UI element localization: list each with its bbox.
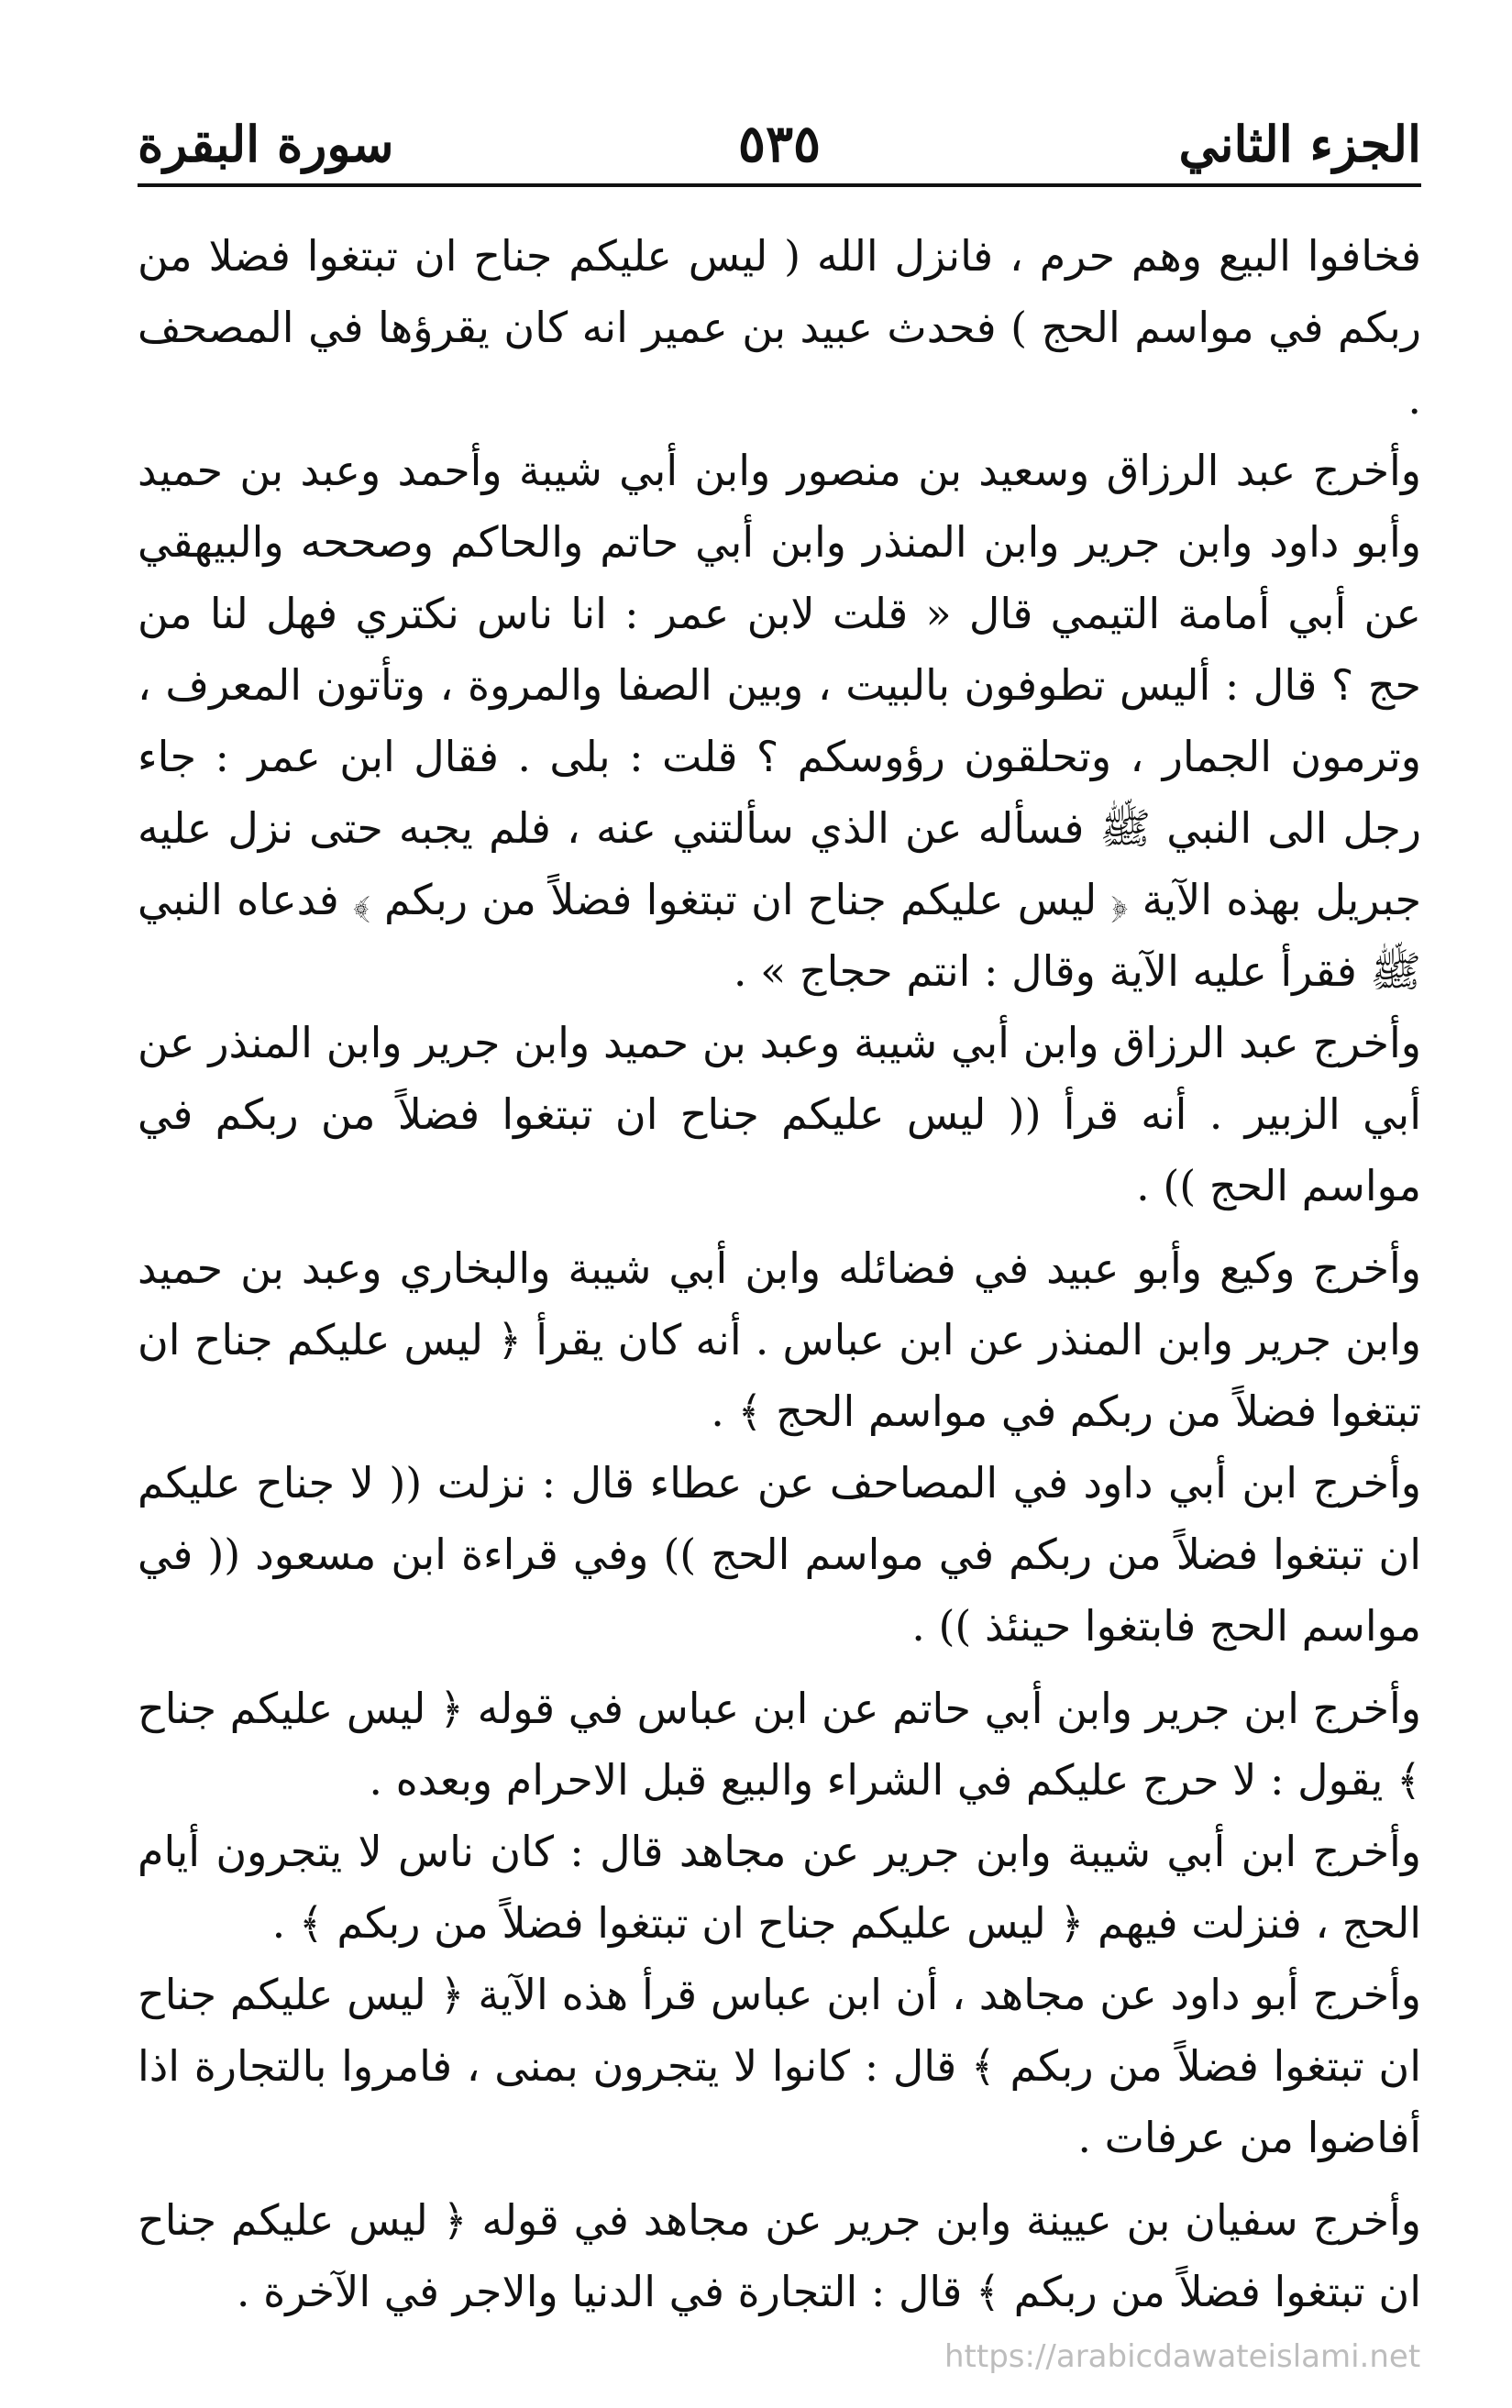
paragraph-8: وأخرج أبو داود عن مجاهد ، أن ابن عباس قرأ هذه الآية ﴿ ليس عليكم جناح ان تبتغوا فضلاً من ربكم ﴾ قال : كانوا لا يتجرون بمنى ، فامروا بالتجارة اذا أفاضوا من عرفات . (138, 1970, 1421, 2162)
surah-title: سورة البقرة (138, 115, 394, 173)
paragraph-7: وأخرج ابن أبي شيبة وابن جرير عن مجاهد قال : كان ناس لا يتجرون أيام الحج ، فنزلت فيهم ﴿ ليس عليكم جناح ان تبتغوا فضلاً من ربكم ﴾ . (138, 1827, 1422, 1948)
header-divider (138, 183, 1421, 187)
part-title: الجزء الثاني (1178, 115, 1421, 173)
page-header (138, 103, 1421, 185)
paragraph-3: وأخرج عبد الرزاق وابن أبي شيبة وعبد بن حميد وابن جرير وابن المنذر عن أبي الزبير . أنه قرأ (( ليس عليكم جناح ان تبتغوا فضلاً من ربكم في مواسم الحج )) . (138, 1018, 1421, 1210)
watermark-url: https://arabicdawateislami.net (944, 2338, 1421, 2375)
paragraph-9: وأخرج سفيان بن عيينة وابن جرير عن مجاهد في قوله ﴿ ليس عليكم جناح ان تبتغوا فضلاً من ربكم ﴾ قال : التجارة في الدنيا والاجر في الآخرة . (138, 2195, 1421, 2316)
page-body (138, 220, 1421, 2327)
page-number: ٥٣٥ (737, 114, 822, 174)
paragraph-5: وأخرج ابن أبي داود في المصاحف عن عطاء قال : نزلت (( لا جناح عليكم ان تبتغوا فضلاً من ربكم في مواسم الحج )) وفي قراءة ابن مسعود (( في مواسم الحج فابتغوا حينئذ )) . (138, 1458, 1421, 1651)
paragraph-1: فخافوا البيع وهم حرم ، فانزل الله ( ليس عليكم جناح ان تبتغوا فضلا من ربكم في مواسم الحج ) فحدث عبيد بن عمير انه كان يقرؤها في المصحف . (138, 231, 1421, 424)
paragraph-2: وأخرج عبد الرزاق وسعيد بن منصور وابن أبي شيبة وأحمد وعبد بن حميد وأبو داود وابن جرير وابن المنذر وابن أبي حاتم والحاكم وصححه والبيهقي عن أبي أمامة التيمي قال « قلت لابن عمر : انا ناس نكتري فهل لنا من حج ؟ قال : أليس تطوفون بالبيت ، وبين الصفا والمروة ، وتأتون المعرف ، وترمون الجمار ، وتحلقون رؤوسكم ؟ قلت : بلى . فقال ابن عمر : جاء رجل الى النبي ﷺ فسأله عن الذي سألتني عنه ، فلم يجبه حتى نزل عليه جبريل بهذه الآية ﴿ ليس عليكم جناح ان تبتغوا فضلاً من ربكم ﴾ فدعاه النبي ﷺ فقرأ عليه الآية وقال : انتم حجاج » . (138, 446, 1421, 996)
paragraph-4: وأخرج وكيع وأبو عبيد في فضائله وابن أبي شيبة والبخاري وعبد بن حميد وابن جرير وابن المنذر عن ابن عباس . أنه كان يقرأ ﴿ ليس عليكم جناح ان تبتغوا فضلاً من ربكم في مواسم الحج ﴾ . (138, 1243, 1421, 1436)
paragraph-6: وأخرج ابن جرير وابن أبي حاتم عن ابن عباس في قوله ﴿ ليس عليكم جناح ﴾ يقول : لا حرج عليكم في الشراء والبيع قبل الاحرام وبعده . (138, 1684, 1421, 1805)
